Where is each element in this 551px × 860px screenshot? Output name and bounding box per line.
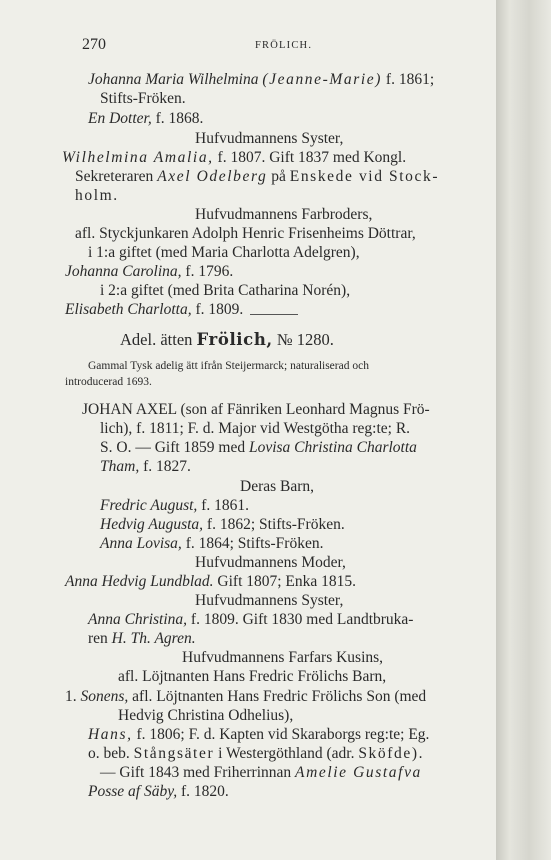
- text-line: Hedvig Augusta, f. 1862; Stifts-Fröken.: [100, 516, 345, 533]
- text-line: Anna Hedvig Lundblad. Gift 1807; Enka 1815.: [65, 573, 357, 590]
- text-line: ren H. Th. Agren.: [88, 630, 196, 647]
- text-line: Hufvudmannens Syster,: [195, 130, 344, 147]
- section-heading: Adel. ätten Frölich, № 1280.: [120, 330, 334, 349]
- text-line: afl. Styckjunkaren Adolph Henric Frisenheims Döttrar,: [75, 225, 416, 242]
- section-divider: [250, 314, 298, 315]
- text-line: En Dotter, f. 1868.: [88, 110, 204, 127]
- text-line: Hans, f. 1806; F. d. Kapten vid Skaraborgs reg:te; Eg.: [88, 726, 430, 743]
- text-line: Gammal Tysk adelig ätt ifrån Steijermarck; naturaliserad och: [88, 360, 369, 372]
- text-line: Hufvudmannens Syster,: [195, 592, 344, 609]
- text-line: afl. Löjtnanten Hans Fredric Frölichs Barn,: [118, 668, 387, 685]
- text-line: i 2:a giftet (med Brita Catharina Norén),: [100, 282, 351, 299]
- text-line: Posse af Säby, f. 1820.: [88, 783, 229, 800]
- text-line: introducerad 1693.: [65, 376, 152, 388]
- text-line: — Gift 1843 med Friherrinnan Amelie Gustafva: [100, 764, 422, 781]
- text-line: Anna Christina, f. 1809. Gift 1830 med Landtbruka-: [88, 611, 414, 628]
- text-line: JOHAN AXEL (son af Fänriken Leonhard Magnus Frö-: [82, 401, 430, 418]
- text-line: i 1:a giftet (med Maria Charlotta Adelgren),: [88, 244, 360, 261]
- text-line: S. O. — Gift 1859 med Lovisa Christina Charlotta: [100, 439, 417, 456]
- text-line: Tham, f. 1827.: [100, 458, 191, 475]
- page-number: 270: [82, 36, 106, 53]
- text-line: Deras Barn,: [240, 478, 315, 495]
- text-line: Hedvig Christina Odhelius),: [118, 707, 294, 724]
- running-title: FRÖLICH.: [255, 40, 313, 51]
- text-line: Wilhelmina Amalia, f. 1807. Gift 1837 med Kongl.: [62, 149, 407, 166]
- text-line: Johanna Carolina, f. 1796.: [65, 263, 234, 280]
- text-line: Hufvudmannens Farfars Kusins,: [182, 649, 384, 666]
- text-line: holm.: [75, 187, 119, 204]
- text-line: Anna Lovisa, f. 1864; Stifts-Fröken.: [100, 535, 324, 552]
- text-line: Sekreteraren Axel Odelberg på Enskede vid Stock-: [75, 168, 440, 185]
- text-line: Elisabeth Charlotta, f. 1809.: [65, 301, 244, 318]
- text-line: Johanna Maria Wilhelmina (Jeanne-Marie) f. 1861;: [88, 71, 435, 88]
- text-line: Hufvudmannens Moder,: [195, 554, 346, 571]
- text-line: 1. Sonens, afl. Löjtnanten Hans Fredric Frölichs Son (med: [65, 688, 427, 705]
- text-line: o. beb. Stångsäter i Westergöthland (adr. Sköfde).: [88, 745, 425, 762]
- text-line: Stifts-Fröken.: [100, 90, 186, 107]
- text-line: Fredric August, f. 1861.: [100, 497, 249, 514]
- text-line: lich), f. 1811; F. d. Major vid Westgötha reg:te; R.: [100, 420, 411, 437]
- page-edge: [496, 0, 551, 860]
- text-line: Hufvudmannens Farbroders,: [195, 206, 373, 223]
